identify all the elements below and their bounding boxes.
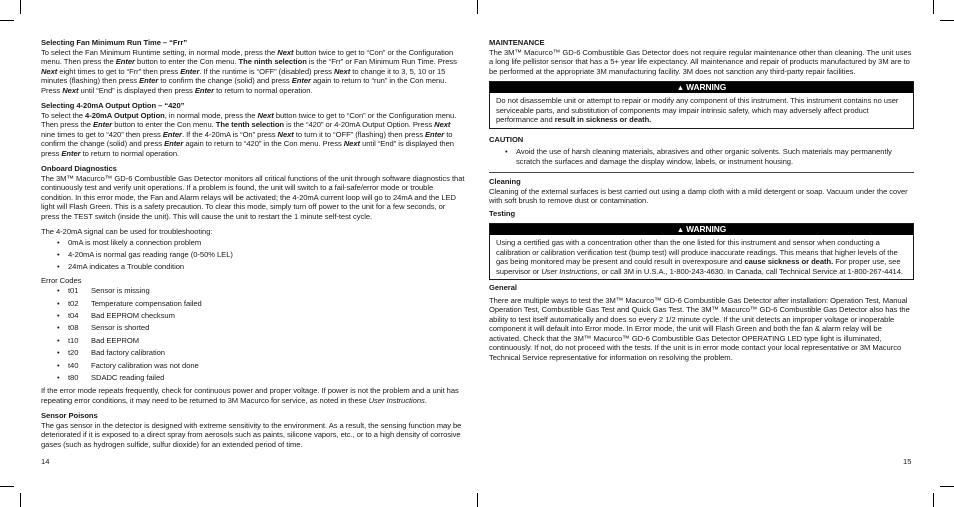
signal-intro: The 4-20mA signal can be used for troubleshooting: [41, 227, 213, 236]
fan-section-body: To select the Fan Minimum Runtime setting, in normal mode, press the Next button twice to get to “Con” or the Configuration menu. Then press the Enter button to enter the Con menu. The ninth selection is the “Frr” or Fan Minimum Run Time. Press Next eight times to get to “Frr” then press Enter. If the runtime is “OFF” (disabled) press Next to change it to 3, 5, 10 or 15 minutes (flashing) then press Enter to confirm the change (solid) and press Enter again to return to “run” in the Con menu. Press Next until “End” is displayed then press Enter to return to normal operation. [41, 47, 457, 95]
warning-body: Do not disassemble unit or attempt to repair or modify any component of this instrument. This instrument contains no user serviceable parts, and substitution of components may impair intrinsic safety, which may adversely affect product performance and result in sickness or death. [496, 96, 899, 124]
page-number: 14 [41, 457, 50, 466]
warning-header: ▲ WARNING [490, 82, 913, 93]
testing-title: Testing [489, 208, 516, 218]
page-number: 15 [903, 457, 912, 466]
warning-triangle-icon: ▲ [676, 83, 685, 92]
crop-mark [477, 493, 478, 507]
list-item: • 4-20mA is normal gas reading range (0-50% LEL) [41, 249, 465, 261]
list-item: • t04 Bad EEPROM checksum [41, 310, 465, 322]
list-item: • t20 Bad factory calibration [41, 347, 465, 359]
crop-mark [20, 493, 21, 507]
crop-mark [477, 0, 478, 14]
warning-box [489, 81, 914, 129]
list-item: • Avoid the use of harsh cleaning materials, abrasives and other organic solvents. Such materials may permanently scratch the surfaces and damage the display window, labels, or instrument housing. [489, 147, 914, 166]
crop-mark [933, 0, 934, 14]
error-codes-title: Error Codes [41, 275, 82, 285]
crop-mark [0, 20, 14, 21]
diagnostics-title: Onboard Diagnostics [41, 164, 117, 173]
sensor-poisons-body: The gas sensor in the detector is designed with extreme sensitivity to the environment. As a result, the sensing function may be deteriorated if it is exposed to a direct spray from aerosols such as paints, silicone vapors, etc., or to a high density of corrosive gases (such as hydrogen sulfide, sulfur dioxide) for an extended period of time. [41, 420, 462, 449]
list-item: • t02 Temperature compensation failed [41, 298, 465, 310]
warning-header: ▲ WARNING [490, 224, 913, 235]
crop-mark [940, 486, 954, 487]
error-codes-list [41, 285, 465, 384]
crop-mark [940, 20, 954, 21]
diagnostics-body: The 3M™ Macurco™ GD-6 Combustible Gas Detector monitors all critical functions of the unit through software diagnostics that continuously test and verify unit operations. If a problem is found, the unit will switch to a fail-safe/error mode or trouble condition. In this error mode, the Fan and Alarm relays will be activated; the 4-20mA current loop will go to 24mA and the LED light will Flash Green. This is a safety precaution. To clear this mode, simply turn off power to the unit for a few seconds, or press the TEST switch (inside the unit). This will cause the unit to restart the 1 minute self-test cycle. [41, 173, 465, 221]
warning-triangle-icon: ▲ [676, 225, 685, 234]
list-item: • t08 Sensor is shorted [41, 322, 465, 334]
cleaning-title: Cleaning [489, 177, 521, 186]
error-repeat-text: If the error mode repeats frequently, check for continuous power and proper voltage. If power is not the problem and a unit has repeating error conditions, it may need to be returned to 3M Macurco for service, as noted in these User Instructions. [41, 386, 459, 405]
left-page [41, 38, 465, 449]
general-body: There are multiple ways to test the 3M™ Macurco™ GD-6 Combustible Gas Detector after installation: Operation Test, Manual Operation Test, Combustible Gas Test and Quick Gas Test. The 3M™ Macurco™ GD-6 Combustible Gas Detector also has the ability to test itself automatically and does so every 2 1/2 minute cycle. If the unit detects an improper voltage or inoperable component it will default into Error mode. In Error mode, the unit will Flash Green and both the fan & alarm relay will be activated. Check that the 3M™ Macurco™ GD-6 Combustible Gas Detector OPERATING LED type light is illuminated, continuously. If not, do not proceed with the tests. If the unit is in error mode contact your local representative or 3M Macurco Technical Service representative for information on resolving the problem. [489, 295, 910, 362]
maintenance-body: The 3M™ Macurco™ GD-6 Combustible Gas Detector does not require regular maintenance other than cleaning. The unit uses a long life pellistor sensor that has a 5+ year life expectancy. All maintenance and repair of products manufactured by 3M are to be performed at the appropriate 3M manufacturing facility. 3M does not sanction any third-party repair facilities. [489, 47, 912, 76]
sensor-poisons-title: Sensor Poisons [41, 411, 98, 421]
fan-section-title: Selecting Fan Minimum Run Time – “Frr” [41, 38, 188, 47]
general-title: General [489, 283, 517, 292]
list-item: • 24mA indicates a Trouble condition [41, 261, 465, 273]
signal-list [41, 237, 465, 274]
warning-body: Using a certified gas with a concentration other than the one listed for this instrument and sensor when conducting a calibration or calibration verification test (bump test) will produce inaccurate readings. This means that higher levels of the gas being monitored may be present and could result in overexposure and cause sickness or death. For proper use, see supervisor or User Instructions, or call 3M in U.S.A., 1-800-243-4630. In Canada, call Technical Service at 1-800-267-4414. [496, 238, 903, 276]
output-section-body: To select the 4-20mA Output Option, in normal mode, press the Next button twice to get to “Con” or the Configuration menu. Then press the Enter button to enter the Con menu. The tenth selection is the “420” or 4-20mA Output Option. Press Next nine times to get to “420” then press Enter. If the 4-20mA is “On” press Next to turn it to “OFF” (flashing) then press Enter to confirm the change (solid) and press Enter again to return to “420” in the Con menu. Press Next until “End” is displayed then press Enter to return to normal operation. [41, 110, 457, 158]
output-section-title: Selecting 4-20mA Output Option – “420” [41, 101, 185, 110]
maintenance-title: MAINTENANCE [489, 38, 545, 47]
cleaning-body: Cleaning of the external surfaces is best carried out using a damp cloth with a mild detergent or soap. Vacuum under the cover with soft brush to remove dust or contamination. [489, 186, 908, 205]
list-item: • t40 Factory calibration was not done [41, 360, 465, 372]
crop-mark [0, 486, 14, 487]
list-item: • t10 Bad EEPROM [41, 335, 465, 347]
crop-mark [933, 493, 934, 507]
caution-title: CAUTION [489, 134, 524, 144]
list-item: • t01 Sensor is missing [41, 285, 465, 297]
crop-mark [20, 0, 21, 14]
right-page [489, 38, 914, 362]
warning-box [489, 223, 914, 280]
list-item: • 0mA is most likely a connection problem [41, 237, 465, 249]
list-item: • t80 SDADC reading failed [41, 372, 465, 384]
divider [489, 172, 914, 173]
